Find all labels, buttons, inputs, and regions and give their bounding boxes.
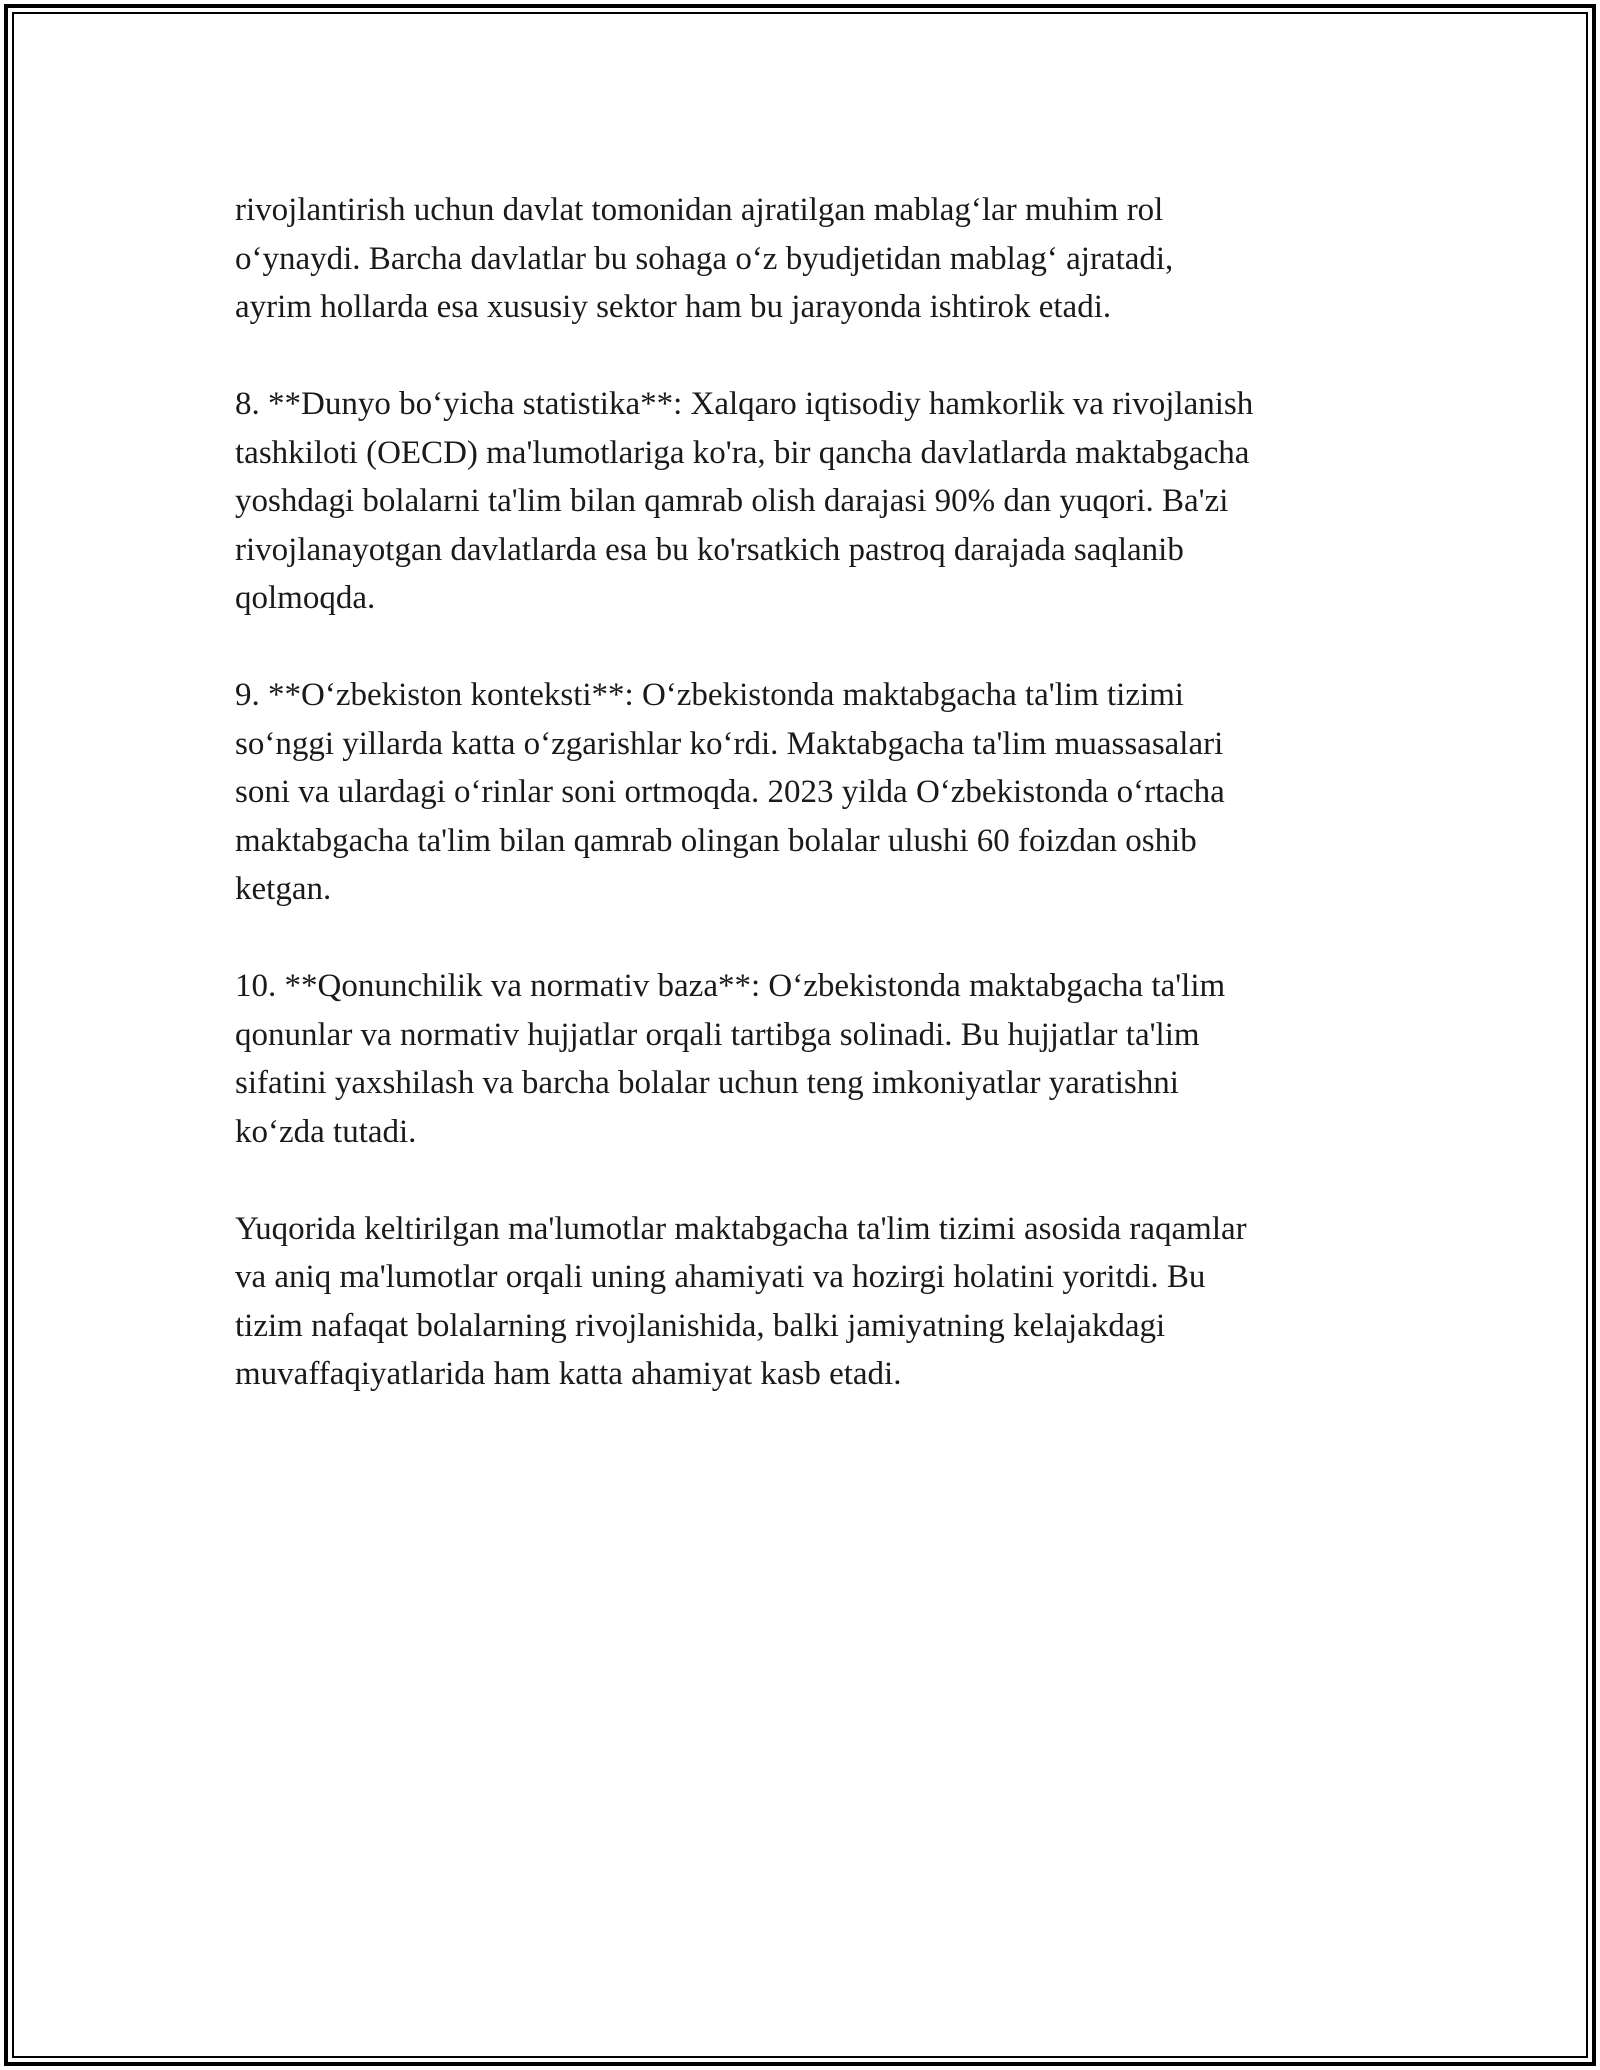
paragraph-uzbekistan-context: 9. **O‘zbekiston konteksti**: O‘zbekistonda maktabgacha ta'lim tizimi so‘nggi yillarda katta o‘zgarishlar ko‘rdi. Maktabgacha ta'lim muassasalari soni va ulardagi o‘rinlar soni ortmoqda. 2023 yilda O‘zbekistonda o‘rtacha maktabgacha ta'lim bilan qamrab olingan bolalar ulushi 60 foizdan oshib ketgan. — [235, 677, 1225, 907]
paragraph-legislation: 10. **Qonunchilik va normativ baza**: O‘zbekistonda maktabgacha ta'lim qonunlar va normativ hujjatlar orqali tartibga solinadi. Bu hujjatlar ta'lim sifatini yaxshilash va barcha bolalar uchun teng imkoniyatlar yaratishni ko‘zda tutadi. — [235, 968, 1226, 1150]
document-body — [235, 186, 1395, 1447]
paragraph-conclusion: Yuqorida keltirilgan ma'lumotlar maktabgacha ta'lim tizimi asosida raqamlar va aniq ma'lumotlar orqali uning ahamiyati va hozirgi holatini yoritdi. Bu tizim nafaqat bolalarning rivojlanishida, balki jamiyatning kelajakdagi muvaffaqiyatlarida ham katta ahamiyat kasb etadi. — [235, 1210, 1247, 1392]
paragraph-world-statistics: 8. **Dunyo bo‘yicha statistika**: Xalqaro iqtisodiy hamkorlik va rivojlanish tashkiloti (OECD) ma'lumotlariga ko'ra, bir qancha davlatlarda maktabgacha yoshdagi bolalarni ta'lim bilan qamrab olish darajasi 90% dan yuqori. Ba'zi rivojlanayotgan davlatlarda esa bu ko'rsatkich pastroq darajada saqlanib qolmoqda. — [235, 386, 1254, 616]
paragraph-funding: rivojlantirish uchun davlat tomonidan ajratilgan mablag‘lar muhim rol o‘ynaydi. Barcha davlatlar bu sohaga o‘z byudjetidan mablag‘ ajratadi, ayrim hollarda esa xususiy sektor ham bu jarayonda ishtirok etadi. — [235, 192, 1174, 325]
